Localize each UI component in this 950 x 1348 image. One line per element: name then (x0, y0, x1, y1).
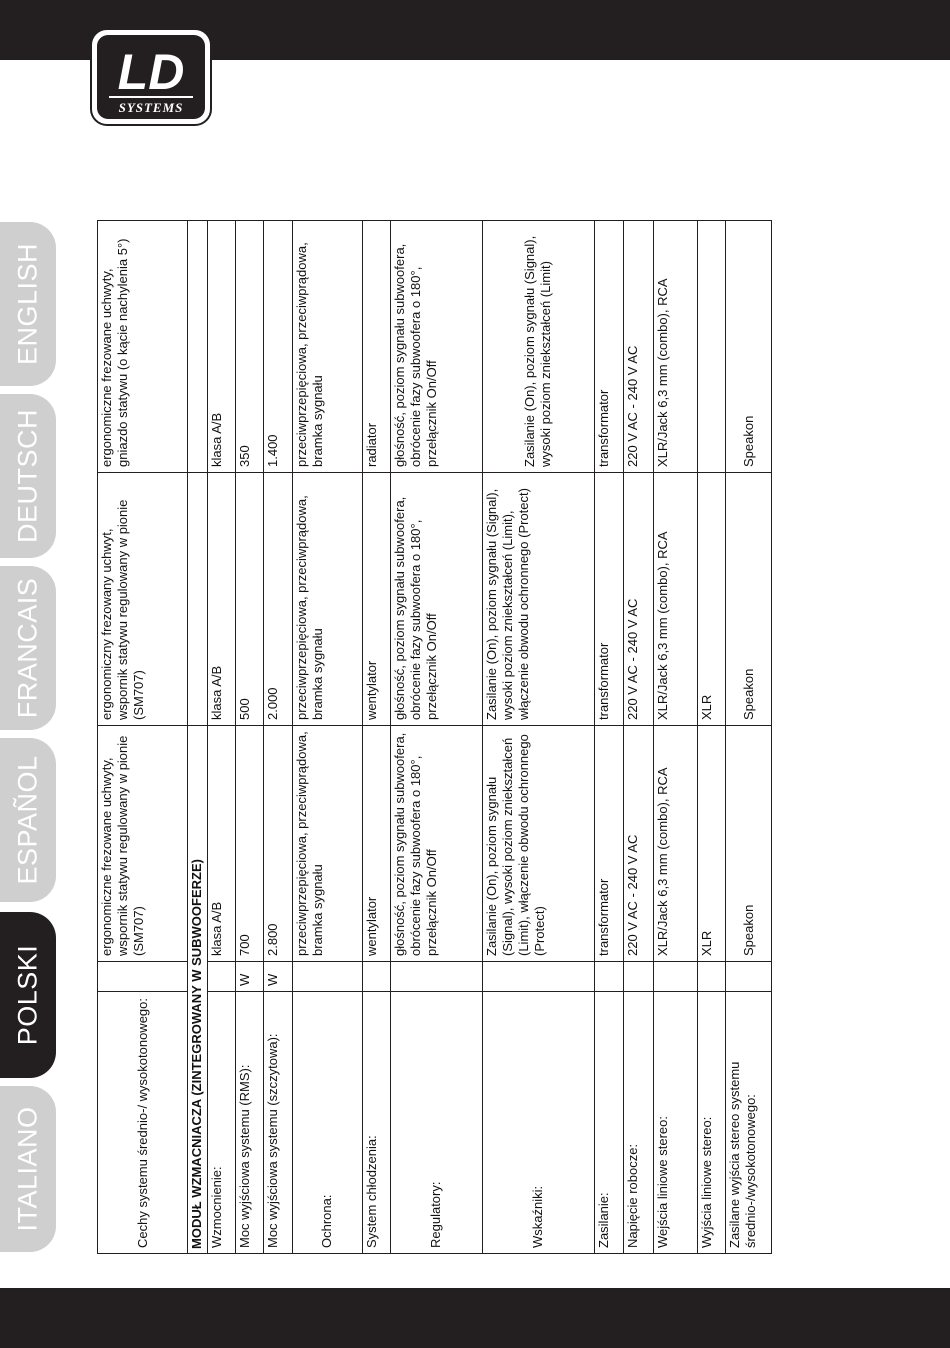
value-cell: XLR (697, 473, 725, 726)
row-label: Moc wyjściowa systemu (szczytowa): (264, 992, 292, 1254)
tab-label: DEUTSCH (12, 408, 43, 544)
tab-francais[interactable] (0, 566, 56, 730)
value-cell: 220 V AC - 240 V AC (623, 726, 653, 962)
tab-italiano[interactable] (0, 1086, 56, 1252)
row-label: Wyjścia liniowe stereo: (697, 992, 725, 1254)
value-cell: 350 (236, 221, 264, 473)
unit-cell (482, 962, 595, 992)
tab-polski[interactable] (0, 912, 56, 1078)
value-cell: przeciwprzepięciowa, przeciwprądowa, bramka sygnału (292, 221, 362, 473)
value-cell: wentylator (362, 726, 390, 962)
value-cell: Speakon (726, 726, 772, 962)
unit-cell (654, 962, 698, 992)
tab-english[interactable] (0, 222, 56, 386)
value-cell: Speakon (726, 221, 772, 473)
unit-cell (623, 962, 653, 992)
value-cell: Zasilanie (On), poziom sygnału (Signal), wysoki poziom zniekształceń (Limit), włączenie obwodu ochronnego (Protect) (482, 726, 595, 962)
table-row (264, 221, 292, 1254)
unit-cell (207, 962, 235, 992)
value-cell: głośność, poziom sygnału subwoofera, obrócenie fazy subwoofera o 180°, przełącznik On/Off (391, 726, 482, 962)
tab-label: POLSKI (12, 944, 43, 1046)
value-cell: klasa A/B (207, 221, 235, 473)
unit-cell (292, 962, 362, 992)
value-cell: przeciwprzepięciowa, przeciwprądowa, bramka sygnału (292, 473, 362, 726)
unit-cell (391, 962, 482, 992)
row-label: Zasilane wyjścia stereo systemu średnio-/wysokotonowego: (726, 992, 772, 1254)
value-cell: 1.400 (264, 221, 292, 473)
value-cell: Zasilanie (On), poziom sygnału (Signal), wysoki poziom zniekształceń (Limit), włączenie obwodu ochronnego (Protect) (482, 473, 595, 726)
row-label: Moc wyjściowa systemu (RMS): (236, 992, 264, 1254)
section-title: MODUŁ WZMACNIACZA (ZINTEGROWANY W SUBWOOFERZE) (188, 726, 207, 1254)
table-row (623, 221, 653, 1254)
spec-table-container (97, 221, 772, 1254)
unit-cell: W (264, 962, 292, 992)
unit-cell (362, 962, 390, 992)
row-label: Ochrona: (292, 992, 362, 1254)
row-label: Regulatory: (391, 992, 482, 1254)
value-cell: 2.000 (264, 473, 292, 726)
bottom-bar (0, 1288, 950, 1348)
unit-cell (98, 962, 188, 992)
row-label: Cechy systemu średnio-/ wysokotonowego: (98, 992, 188, 1254)
table-row (236, 221, 264, 1254)
row-label: Wzmocnienie: (207, 992, 235, 1254)
row-label: System chłodzenia: (362, 992, 390, 1254)
table-row (98, 221, 188, 1254)
table-row (482, 221, 595, 1254)
value-cell: 700 (236, 726, 264, 962)
row-label: Napięcie robocze: (623, 992, 653, 1254)
row-label: Wejścia liniowe stereo: (654, 992, 698, 1254)
value-cell: 220 V AC - 240 V AC (623, 473, 653, 726)
unit-cell (697, 962, 725, 992)
value-cell: transformator (595, 221, 623, 473)
value-cell: 220 V AC - 240 V AC (623, 221, 653, 473)
value-cell: 500 (236, 473, 264, 726)
value-cell: przeciwprzepięciowa, przeciwprądowa, bramka sygnału (292, 726, 362, 962)
table-row (391, 221, 482, 1254)
value-cell: ergonomiczne frezowane uchwyty, wspornik statywu regulowany w pionie (SM707) (98, 726, 188, 962)
tab-label: ESPAÑOL (12, 755, 43, 885)
value-cell: XLR (697, 726, 725, 962)
value-cell: XLR/Jack 6,3 mm (combo), RCA (654, 473, 698, 726)
table-row (697, 221, 725, 1254)
table-row (595, 221, 623, 1254)
value-cell: XLR/Jack 6,3 mm (combo), RCA (654, 726, 698, 962)
row-label: Zasilanie: (595, 992, 623, 1254)
table-row (292, 221, 362, 1254)
unit-cell: W (236, 962, 264, 992)
value-cell: transformator (595, 473, 623, 726)
unit-cell (726, 962, 772, 992)
svg-text:SYSTEMS: SYSTEMS (118, 100, 184, 115)
value-cell: wentylator (362, 473, 390, 726)
tab-deutsch[interactable] (0, 394, 56, 558)
value-cell: radiator (362, 221, 390, 473)
value-cell: ergonomiczne frezowane uchwyty, gniazdo statywu (o kącie nachylenia 5°) (98, 221, 188, 473)
tab-label: ITALIANO (12, 1106, 43, 1232)
unit-cell (595, 962, 623, 992)
value-cell: głośność, poziom sygnału subwoofera, obrócenie fazy subwoofera o 180°, przełącznik On/Off (391, 473, 482, 726)
value-cell: klasa A/B (207, 473, 235, 726)
value-cell: XLR/Jack 6,3 mm (combo), RCA (654, 221, 698, 473)
row-label: Wskaźniki: (482, 992, 595, 1254)
spec-table (97, 220, 772, 1254)
empty-cell (188, 221, 207, 473)
ld-systems-logo (89, 27, 213, 127)
tab-label: ENGLISH (12, 242, 43, 366)
tab-label: FRANCAIS (12, 577, 43, 719)
svg-text:LD: LD (117, 44, 185, 100)
value-cell: klasa A/B (207, 726, 235, 962)
value-cell: Zasilanie (On), poziom sygnału (Signal), wysoki poziom zniekształceń (Limit) (482, 221, 595, 473)
value-cell (697, 221, 725, 473)
table-row (207, 221, 235, 1254)
value-cell: transformator (595, 726, 623, 962)
table-row (654, 221, 698, 1254)
value-cell: Speakon (726, 473, 772, 726)
table-row (362, 221, 390, 1254)
value-cell: głośność, poziom sygnału subwoofera, obrócenie fazy subwoofera o 180°, przełącznik On/Off (391, 221, 482, 473)
value-cell: ergonomiczny frezowany uchwyt, wspornik statywu regulowany w pionie (SM707) (98, 473, 188, 726)
table-row (726, 221, 772, 1254)
value-cell: 2.800 (264, 726, 292, 962)
tab-espanol[interactable] (0, 738, 56, 902)
empty-cell (188, 473, 207, 726)
section-header-row (188, 221, 207, 1254)
